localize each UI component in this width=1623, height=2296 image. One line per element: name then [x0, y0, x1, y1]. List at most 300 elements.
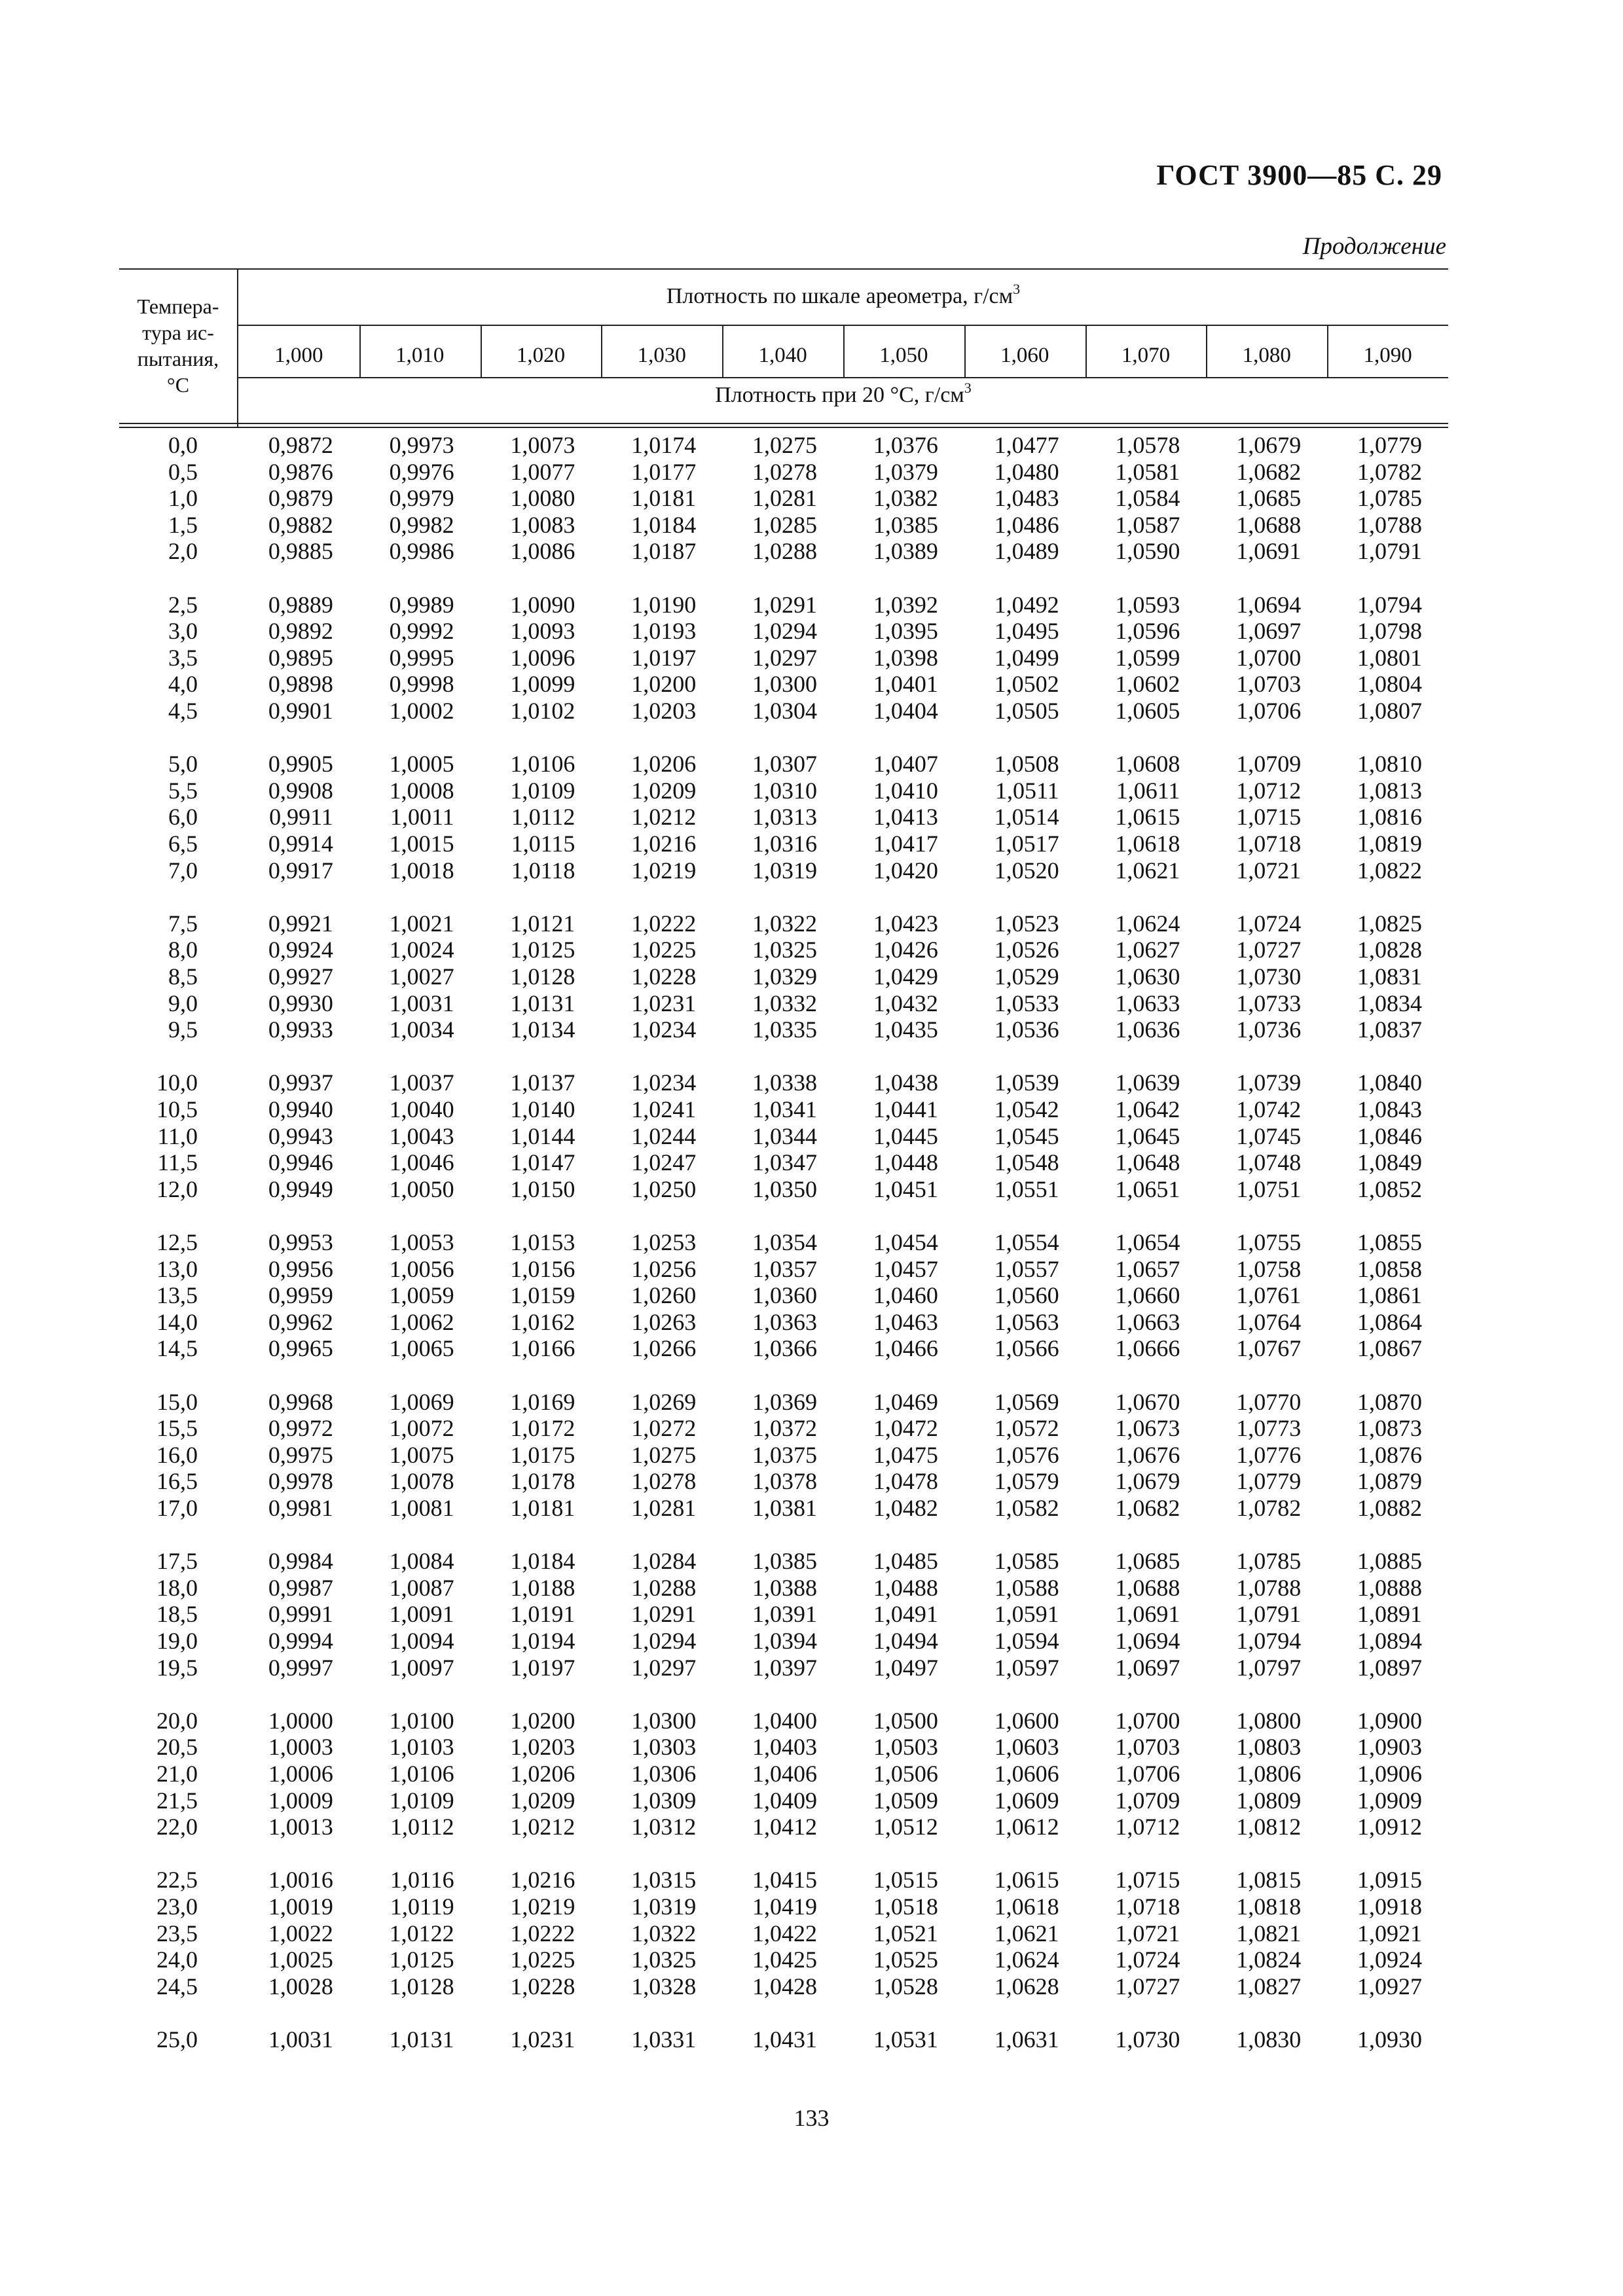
density-cell: 1,0633 [1115, 990, 1180, 1016]
density-cell: 1,0203 [631, 698, 697, 724]
table-row [119, 1761, 1448, 1787]
density-cell: 1,0651 [1115, 1175, 1180, 1202]
density-cell: 1,0515 [873, 1867, 938, 1893]
table-row [119, 1787, 1448, 1814]
density-cell: 0,9962 [268, 1308, 333, 1335]
density-cell: 1,0491 [873, 1601, 938, 1628]
density-cell: 1,0056 [389, 1255, 454, 1282]
density-cell: 1,0115 [511, 831, 575, 857]
table-row [119, 804, 1448, 831]
density-cell: 1,0190 [631, 591, 697, 618]
density-cell: 1,0480 [994, 458, 1059, 485]
density-cell: 1,0347 [752, 1149, 817, 1176]
table-row [119, 1708, 1448, 1734]
density-cell: 1,0406 [752, 1761, 817, 1787]
temperature-cell: 14,5 [156, 1335, 198, 1362]
density-cell: 1,0228 [631, 963, 697, 990]
density-cell: 1,0103 [389, 1734, 454, 1761]
density-cell: 1,0718 [1236, 831, 1302, 857]
density-cell: 1,0694 [1115, 1628, 1180, 1654]
density-cell: 0,9943 [268, 1122, 333, 1149]
density-cell: 1,0824 [1236, 1946, 1302, 1973]
table-row [119, 1601, 1448, 1628]
density-cell: 1,0715 [1115, 1867, 1180, 1893]
density-cell: 1,0116 [390, 1867, 454, 1893]
density-cell: 1,0407 [873, 751, 938, 778]
density-cell: 1,0300 [752, 671, 817, 698]
density-cell: 1,0528 [873, 1973, 938, 2000]
density-cell: 1,0385 [752, 1548, 817, 1575]
density-cell: 1,0587 [1115, 511, 1180, 538]
temperature-cell: 10,0 [156, 1069, 198, 1096]
density-cell: 1,0525 [873, 1946, 938, 1973]
density-cell: 1,0615 [994, 1867, 1059, 1893]
density-cell: 0,9895 [268, 644, 333, 671]
density-cell: 0,9908 [268, 777, 333, 804]
density-cell: 1,0325 [631, 1946, 697, 1973]
density-cell: 1,0150 [510, 1175, 575, 1202]
density-cell: 1,0118 [511, 857, 575, 884]
density-cell: 0,9995 [389, 644, 454, 671]
density-cell: 1,0724 [1115, 1946, 1180, 1973]
density-cell: 1,0065 [389, 1335, 454, 1362]
density-cell: 1,0700 [1115, 1707, 1180, 1734]
scale-column-divider [481, 325, 482, 377]
density-cell: 0,9889 [268, 591, 333, 618]
density-cell: 1,0533 [994, 990, 1059, 1016]
density-cell: 1,0657 [1115, 1255, 1180, 1282]
density-cell: 0,9959 [268, 1282, 333, 1309]
density-cell: 1,0420 [873, 857, 938, 884]
density-cell: 1,0112 [390, 1814, 454, 1840]
density-cell: 1,0602 [1115, 671, 1180, 698]
scale-column-divider [1327, 325, 1328, 377]
density-cell: 1,0788 [1236, 1574, 1302, 1601]
density-cell: 1,0721 [1236, 857, 1302, 884]
density-cell: 1,0794 [1236, 1628, 1302, 1654]
density-cell: 1,0685 [1236, 485, 1302, 512]
density-cell: 1,0831 [1357, 963, 1422, 990]
density-cell: 1,0819 [1357, 831, 1422, 857]
density-cell: 1,0469 [873, 1388, 938, 1415]
temperature-cell: 22,0 [156, 1814, 198, 1840]
density-cell: 1,0172 [510, 1415, 575, 1442]
density-cell: 1,0761 [1236, 1282, 1302, 1309]
density-cell: 1,0357 [752, 1255, 817, 1282]
density-cell: 1,0354 [752, 1229, 817, 1255]
density-cell: 1,0225 [510, 1946, 575, 1973]
density-cell: 1,0596 [1115, 618, 1180, 645]
density-cell: 1,0463 [873, 1308, 938, 1335]
density-cell: 1,0475 [873, 1441, 938, 1468]
density-cell: 1,0169 [510, 1388, 575, 1415]
density-cell: 1,0727 [1115, 1973, 1180, 2000]
density-cell: 1,0059 [389, 1282, 454, 1309]
density-cell: 1,0134 [510, 1016, 575, 1043]
density-cell: 1,0247 [631, 1149, 697, 1176]
density-cell: 1,0806 [1236, 1761, 1302, 1787]
density-cell: 1,0156 [510, 1255, 575, 1282]
density-cell: 1,0563 [994, 1308, 1059, 1335]
temperature-cell: 10,5 [156, 1096, 198, 1122]
density-cell: 1,0813 [1357, 777, 1422, 804]
temperature-column-header [119, 293, 237, 398]
density-cell: 1,0807 [1357, 698, 1422, 724]
density-cell: 0,9892 [268, 618, 333, 645]
table-row [119, 1069, 1448, 1096]
density-cell: 1,0688 [1236, 511, 1302, 538]
density-cell: 1,0627 [1115, 937, 1180, 963]
density-cell: 1,0924 [1357, 1946, 1422, 1973]
scale-value-cell: 1,050 [879, 344, 928, 367]
density-cell: 1,0335 [752, 1016, 817, 1043]
density-cell: 1,0621 [1115, 857, 1180, 884]
table-row [119, 1734, 1448, 1761]
temperature-cell: 5,5 [168, 777, 198, 804]
density-cell: 1,0144 [510, 1122, 575, 1149]
temperature-cell: 18,0 [156, 1574, 198, 1601]
temp-header-line: Темпера- [137, 295, 219, 318]
density-cell: 1,0612 [994, 1814, 1059, 1840]
density-cell: 0,9924 [268, 937, 333, 963]
density-cell: 1,0718 [1115, 1893, 1180, 1920]
table-row [119, 1946, 1448, 1973]
density-cell: 1,0773 [1236, 1415, 1302, 1442]
temperature-cell: 11,0 [157, 1122, 198, 1149]
density-cell: 1,0263 [631, 1308, 697, 1335]
density-at-20-title [238, 380, 1448, 408]
density-cell: 1,0212 [510, 1814, 575, 1840]
density-cell: 1,0709 [1115, 1787, 1180, 1814]
density-cell: 1,0329 [752, 963, 817, 990]
density-cell: 1,0545 [994, 1122, 1059, 1149]
density-cell: 0,9973 [389, 432, 454, 458]
temperature-cell: 14,0 [156, 1308, 198, 1335]
temperature-cell: 8,5 [168, 963, 198, 990]
density-cell: 1,0376 [873, 432, 938, 458]
density-cell: 1,0600 [994, 1707, 1059, 1734]
density-cell: 1,0579 [994, 1468, 1059, 1495]
density-cell: 0,9976 [389, 458, 454, 485]
table-row [119, 1575, 1448, 1602]
density-cell: 1,0794 [1357, 591, 1422, 618]
density-cell: 1,0855 [1357, 1229, 1422, 1255]
density-cell: 1,0222 [510, 1920, 575, 1946]
temperature-cell: 20,0 [156, 1707, 198, 1734]
density-cell: 1,0837 [1357, 1016, 1422, 1043]
density-cell: 1,0073 [510, 432, 575, 458]
density-cell: 0,9876 [268, 458, 333, 485]
density-cell: 1,0027 [389, 963, 454, 990]
density-cell: 1,0858 [1357, 1255, 1422, 1282]
density-cell: 0,9872 [268, 432, 333, 458]
density-cell: 1,0712 [1115, 1814, 1180, 1840]
scale-column-divider [964, 325, 966, 377]
density-cell: 1,0495 [994, 618, 1059, 645]
table-row [119, 1468, 1448, 1495]
density-cell: 1,0006 [268, 1761, 333, 1787]
table-row [119, 778, 1448, 804]
density-cell: 1,0569 [994, 1388, 1059, 1415]
page-number: 133 [793, 2105, 830, 2131]
density-cell: 1,0730 [1115, 2026, 1180, 2053]
density-cell: 1,0797 [1236, 1654, 1302, 1681]
density-cell: 1,0739 [1236, 1069, 1302, 1096]
density-cell: 1,0087 [389, 1574, 454, 1601]
density-cell: 1,0278 [752, 458, 817, 485]
density-cell: 1,0391 [752, 1601, 817, 1628]
density-cell: 1,0413 [873, 804, 938, 831]
density-cell: 1,0178 [510, 1468, 575, 1495]
density-cell: 1,0389 [873, 538, 938, 565]
density-cell: 1,0591 [994, 1601, 1059, 1628]
temperature-cell: 22,5 [156, 1867, 198, 1893]
density-cell: 1,0584 [1115, 485, 1180, 512]
density-cell: 1,0338 [752, 1069, 817, 1096]
density-cell: 1,0209 [631, 777, 697, 804]
scale-column-divider [1085, 325, 1087, 377]
density-cell: 1,0040 [389, 1096, 454, 1122]
density-cell: 1,0394 [752, 1628, 817, 1654]
density-cell: 1,0099 [510, 671, 575, 698]
density-cell: 0,9937 [268, 1069, 333, 1096]
density-cell: 1,0294 [752, 618, 817, 645]
density-cell: 1,0448 [873, 1149, 938, 1176]
density-cell: 1,0751 [1236, 1175, 1302, 1202]
temperature-cell: 12,0 [156, 1175, 198, 1202]
density-cell: 1,0894 [1357, 1628, 1422, 1654]
density-cell: 1,0482 [873, 1495, 938, 1521]
density-cell: 1,0131 [389, 2026, 454, 2053]
density-cell: 1,0803 [1236, 1734, 1302, 1761]
density-cell: 1,0788 [1357, 511, 1422, 538]
density-cell: 1,0084 [389, 1548, 454, 1575]
density-cell: 1,0605 [1115, 698, 1180, 724]
density-cell: 1,0016 [268, 1867, 333, 1893]
density-cell: 1,0401 [873, 671, 938, 698]
density-cell: 1,0454 [873, 1229, 938, 1255]
density-cell: 1,0184 [631, 511, 697, 538]
density-cell: 1,0206 [631, 751, 697, 778]
density-cell: 1,0119 [390, 1893, 454, 1920]
density-cell: 1,0800 [1236, 1707, 1302, 1734]
temperature-cell: 23,0 [156, 1893, 198, 1920]
density-cell: 1,0005 [389, 751, 454, 778]
temperature-cell: 3,0 [168, 618, 198, 645]
density-cell: 1,0188 [510, 1574, 575, 1601]
density-cell: 1,0551 [994, 1175, 1059, 1202]
density-cell: 1,0395 [873, 618, 938, 645]
density-cell: 1,0801 [1357, 644, 1422, 671]
density-cell: 1,0174 [631, 432, 697, 458]
density-cell: 1,0303 [631, 1734, 697, 1761]
density-cell: 1,0011 [390, 804, 454, 831]
density-cell: 1,0231 [631, 990, 697, 1016]
density-cell: 1,0918 [1357, 1893, 1422, 1920]
table-row [119, 1229, 1448, 1256]
density-cell: 1,0375 [752, 1441, 817, 1468]
density-cell: 1,0816 [1357, 804, 1422, 831]
density-cell: 0,9930 [268, 990, 333, 1016]
density-cell: 1,0131 [510, 990, 575, 1016]
temperature-cell: 3,5 [168, 644, 198, 671]
density-cell: 1,0372 [752, 1415, 817, 1442]
table-row [119, 698, 1448, 725]
density-cell: 1,0511 [994, 777, 1059, 804]
density-cell: 0,9927 [268, 963, 333, 990]
density-cell: 1,0915 [1357, 1867, 1422, 1893]
density-cell: 1,0724 [1236, 910, 1302, 937]
density-cell: 1,0624 [1115, 910, 1180, 937]
density-cell: 1,0392 [873, 591, 938, 618]
density-cell: 0,9879 [268, 485, 333, 512]
density-cell: 1,0521 [873, 1920, 938, 1946]
density-cell: 1,0477 [994, 432, 1059, 458]
temperature-cell: 16,5 [156, 1468, 198, 1495]
density-cell: 1,0497 [873, 1654, 938, 1681]
density-cell: 1,0069 [389, 1388, 454, 1415]
density-cell: 1,0031 [268, 2026, 333, 2053]
density-cell: 1,0624 [994, 1946, 1059, 1973]
density-cell: 1,0397 [752, 1654, 817, 1681]
table-row [119, 2026, 1448, 2053]
table-row [119, 485, 1448, 512]
density-cell: 1,0093 [510, 618, 575, 645]
density-cell: 1,0241 [631, 1096, 697, 1122]
density-cell: 1,0906 [1357, 1761, 1422, 1787]
density-cell: 1,0618 [994, 1893, 1059, 1920]
density-cell: 1,0091 [389, 1601, 454, 1628]
density-cell: 1,0876 [1357, 1441, 1422, 1468]
density-cell: 0,9933 [268, 1016, 333, 1043]
density-cell: 1,0560 [994, 1282, 1059, 1309]
density-cell: 1,0097 [389, 1654, 454, 1681]
density-cell: 1,0062 [389, 1308, 454, 1335]
density-cell: 1,0300 [631, 1707, 697, 1734]
density-cell: 1,0882 [1357, 1495, 1422, 1521]
table-row [119, 1814, 1448, 1840]
density-cell: 0,9972 [268, 1415, 333, 1442]
density-cell: 1,0691 [1236, 538, 1302, 565]
density-cell: 1,0106 [389, 1761, 454, 1787]
density-cell: 1,0764 [1236, 1308, 1302, 1335]
density-cell: 1,0212 [631, 804, 697, 831]
scale-value-cell: 1,020 [516, 344, 566, 367]
temperature-cell: 19,0 [156, 1628, 198, 1654]
density-cell: 1,0852 [1357, 1175, 1422, 1202]
density-cell: 1,0785 [1357, 485, 1422, 512]
density-cell: 1,0194 [510, 1628, 575, 1654]
density-cell: 1,0499 [994, 644, 1059, 671]
density-cell: 1,0518 [873, 1893, 938, 1920]
density-cell: 0,9905 [268, 751, 333, 778]
density-cell: 0,9982 [389, 511, 454, 538]
density-cell: 1,0125 [389, 1946, 454, 1973]
scale-column-divider [359, 325, 361, 377]
density-cell: 1,0909 [1357, 1787, 1422, 1814]
density-cell: 0,9953 [268, 1229, 333, 1255]
density-cell: 1,0438 [873, 1069, 938, 1096]
density-cell: 1,0147 [510, 1149, 575, 1176]
density-cell: 1,0206 [510, 1761, 575, 1787]
density-cell: 1,0712 [1236, 777, 1302, 804]
density-cell: 1,0900 [1357, 1707, 1422, 1734]
density-cell: 1,0363 [752, 1308, 817, 1335]
density-cell: 1,0400 [752, 1707, 817, 1734]
table-row [119, 1016, 1448, 1043]
density-cell: 1,0785 [1236, 1548, 1302, 1575]
density-cell: 1,0566 [994, 1335, 1059, 1362]
density-cell: 1,0432 [873, 990, 938, 1016]
density-cell: 1,0597 [994, 1654, 1059, 1681]
table-row [119, 592, 1448, 619]
density-cell: 1,0009 [268, 1787, 333, 1814]
density-cell: 1,0244 [631, 1122, 697, 1149]
scale-column-divider [843, 325, 845, 377]
density-cell: 1,0331 [631, 2026, 697, 2053]
density-cell: 1,0285 [752, 511, 817, 538]
temp-header-line: пытания, [137, 347, 219, 370]
density-cell: 1,0228 [510, 1973, 575, 2000]
density-cell: 1,0291 [631, 1601, 697, 1628]
density-cell: 1,0488 [873, 1574, 938, 1601]
scale-value-cell: 1,070 [1121, 344, 1171, 367]
density-cell: 1,0536 [994, 1016, 1059, 1043]
density-cell: 1,0798 [1357, 618, 1422, 645]
density-cell: 1,0603 [994, 1734, 1059, 1761]
density-cell: 1,0028 [268, 1973, 333, 2000]
density-cell: 1,0621 [994, 1920, 1059, 1946]
density-cell: 0,9965 [268, 1335, 333, 1362]
density-cell: 1,0594 [994, 1628, 1059, 1654]
density-cell: 1,0181 [510, 1495, 575, 1521]
density-cell: 1,0483 [994, 485, 1059, 512]
density-cell: 1,0003 [268, 1734, 333, 1761]
table-row [119, 937, 1448, 963]
density-cell: 1,0015 [389, 831, 454, 857]
density-cell: 1,0175 [510, 1441, 575, 1468]
table-row [119, 1495, 1448, 1522]
density-cell: 1,0304 [752, 698, 817, 724]
density-cell: 1,0503 [873, 1734, 938, 1761]
temperature-cell: 15,0 [156, 1388, 198, 1415]
density-cell: 1,0404 [873, 698, 938, 724]
density-cell: 1,0590 [1115, 538, 1180, 565]
table-row [119, 1309, 1448, 1336]
density-cell: 1,0508 [994, 751, 1059, 778]
temperature-cell: 1,5 [168, 511, 198, 538]
density-cell: 1,0770 [1236, 1388, 1302, 1415]
density-cell: 1,0742 [1236, 1096, 1302, 1122]
density-cell: 1,0234 [631, 1069, 697, 1096]
table-row [119, 1442, 1448, 1469]
density-cell: 1,0663 [1115, 1308, 1180, 1335]
density-cell: 1,0682 [1236, 458, 1302, 485]
density-cell: 0,9984 [268, 1548, 333, 1575]
density-cell: 1,0429 [873, 963, 938, 990]
density-cell: 1,0125 [510, 937, 575, 963]
density-cell: 0,9981 [268, 1495, 333, 1521]
density-cell: 1,0419 [752, 1893, 817, 1920]
density-cell: 1,0050 [389, 1175, 454, 1202]
density-cell: 1,0700 [1236, 644, 1302, 671]
density-cell: 1,0804 [1357, 671, 1422, 698]
density-cell: 1,0776 [1236, 1441, 1302, 1468]
density-cell: 1,0791 [1357, 538, 1422, 565]
density-cell: 1,0288 [752, 538, 817, 565]
density-cell: 1,0086 [510, 538, 575, 565]
temperature-cell: 23,5 [156, 1920, 198, 1946]
